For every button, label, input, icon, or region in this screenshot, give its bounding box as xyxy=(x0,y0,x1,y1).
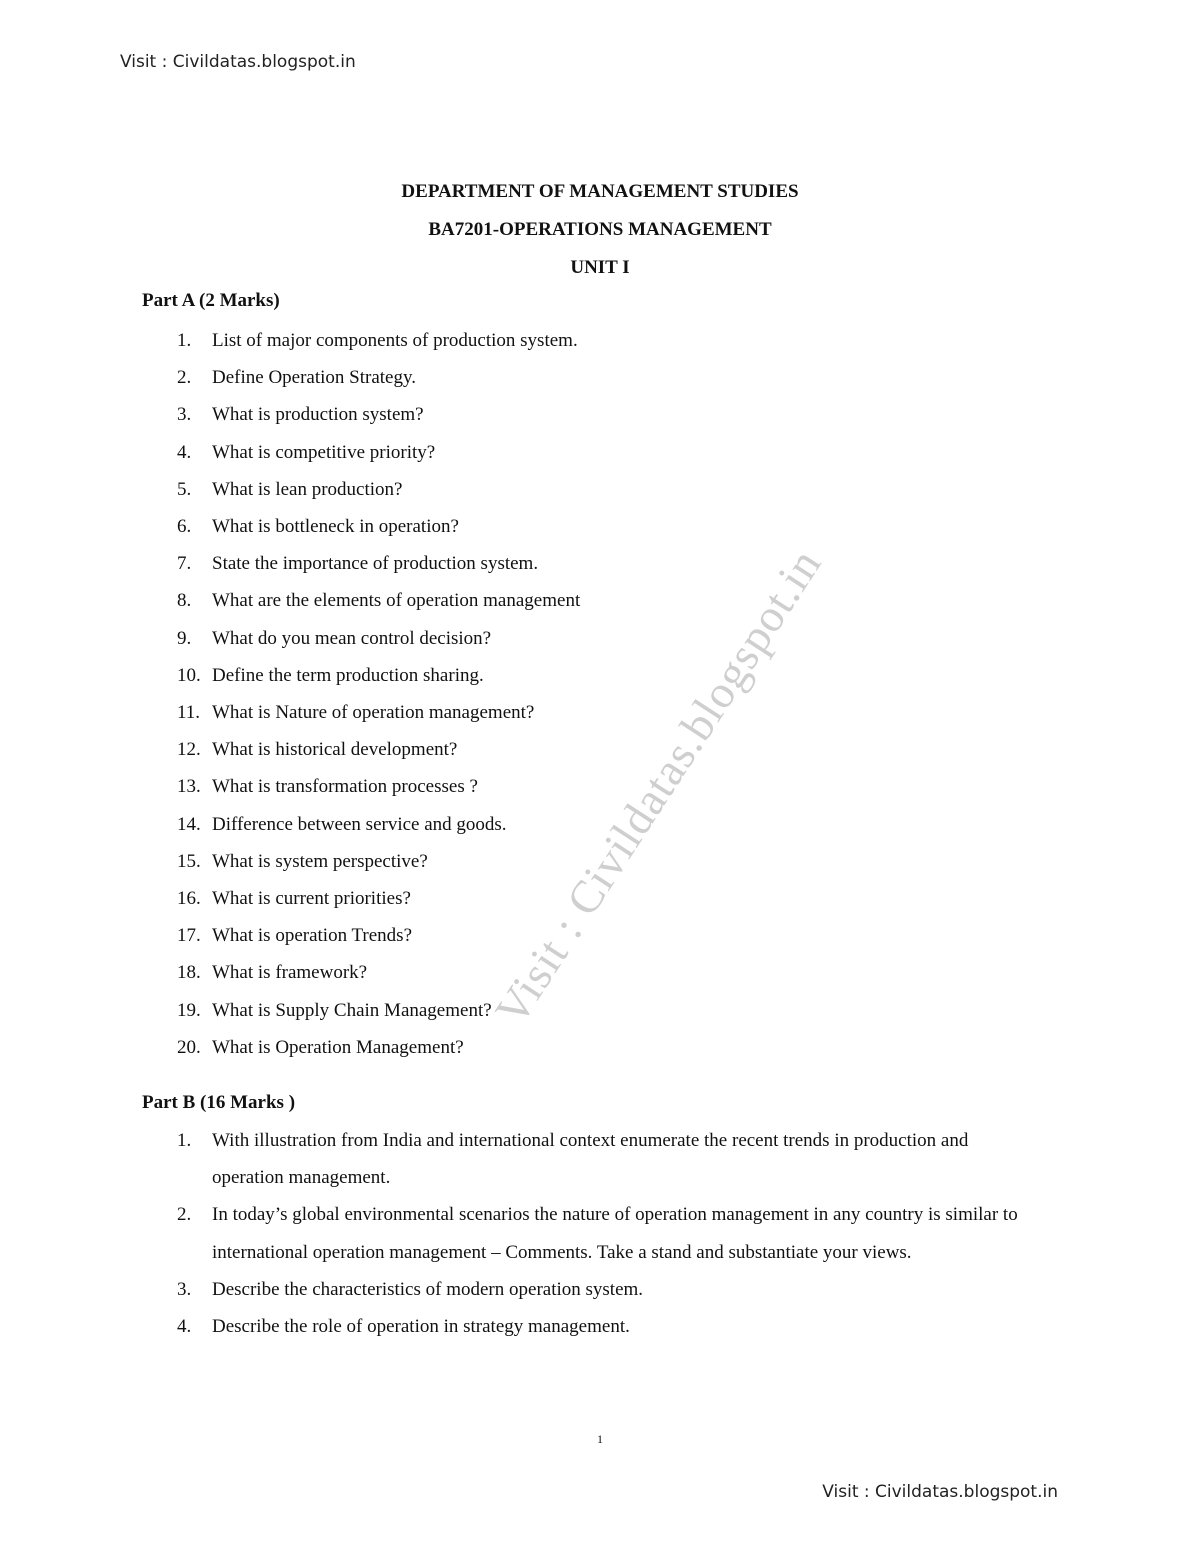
question-text: What do you mean control decision? xyxy=(212,627,492,649)
question-item xyxy=(142,992,1042,1029)
question-number: 2. xyxy=(177,367,192,389)
question-number: 3. xyxy=(177,1278,192,1300)
title-block xyxy=(0,178,1200,292)
question-item xyxy=(142,396,1042,433)
question-item xyxy=(142,620,1042,657)
question-item xyxy=(142,657,1042,694)
question-number: 4. xyxy=(177,1316,192,1338)
question-item xyxy=(142,1122,1042,1196)
department-title: DEPARTMENT OF MANAGEMENT STUDIES xyxy=(401,181,799,202)
question-number: 14. xyxy=(177,813,201,835)
question-text: Difference between service and goods. xyxy=(212,813,507,835)
question-text: What is Nature of operation management? xyxy=(212,702,535,724)
question-text: What is competitive priority? xyxy=(212,441,436,463)
part-a-question-list xyxy=(142,322,1042,1066)
question-item xyxy=(142,806,1042,843)
question-item xyxy=(142,508,1042,545)
part-b-question-list xyxy=(142,1122,1042,1345)
question-number: 7. xyxy=(177,553,192,575)
question-text: What is bottleneck in operation? xyxy=(212,516,459,538)
question-number: 13. xyxy=(177,776,201,798)
question-item xyxy=(142,1271,1042,1308)
question-item xyxy=(142,768,1042,805)
question-number: 18. xyxy=(177,962,201,984)
question-text: What is lean production? xyxy=(212,478,403,500)
question-text: What is system perspective? xyxy=(212,850,428,872)
question-item xyxy=(142,843,1042,880)
page-number: 1 xyxy=(597,1432,603,1446)
question-text: What is current priorities? xyxy=(212,888,411,910)
question-text: What are the elements of operation management xyxy=(212,590,581,612)
question-number: 1. xyxy=(177,330,192,351)
question-text: What is historical development? xyxy=(212,739,458,761)
question-item xyxy=(142,880,1042,917)
question-item xyxy=(142,471,1042,508)
header-note: Visit : Civildatas.blogspot.in xyxy=(120,52,356,72)
question-number: 5. xyxy=(177,478,192,500)
question-number: 9. xyxy=(177,627,192,649)
question-number: 8. xyxy=(177,590,192,612)
question-item xyxy=(142,582,1042,619)
question-text: With illustration from India and international context enumerate the recent trends in production and operation management. xyxy=(212,1130,969,1189)
question-item xyxy=(142,322,1042,359)
question-item xyxy=(142,917,1042,954)
question-item xyxy=(142,1196,1042,1270)
question-item xyxy=(142,1029,1042,1066)
question-text: What is production system? xyxy=(212,404,424,426)
part-b-heading: Part B (16 Marks ) xyxy=(142,1092,296,1113)
question-text: What is Operation Management? xyxy=(212,1036,464,1058)
question-text: What is Supply Chain Management? xyxy=(212,999,492,1021)
question-text: What is framework? xyxy=(212,962,368,984)
question-number: 4. xyxy=(177,441,192,463)
question-number: 12. xyxy=(177,739,201,761)
question-text: In today’s global environmental scenarios the nature of operation management in any country is similar to international operation management – Comments. Take a stand and substantiate your views. xyxy=(212,1204,1018,1263)
question-text: List of major components of production system. xyxy=(212,330,578,351)
question-text: State the importance of production system. xyxy=(212,553,539,575)
question-number: 11. xyxy=(177,702,201,724)
question-item xyxy=(142,1308,1042,1345)
question-number: 1. xyxy=(177,1130,192,1151)
question-item xyxy=(142,731,1042,768)
footer-note: Visit : Civildatas.blogspot.in xyxy=(822,1482,1058,1502)
watermark: Visit : Civildatas.blogspot.in xyxy=(485,539,832,1034)
question-item xyxy=(142,694,1042,731)
part-a-heading: Part A (2 Marks) xyxy=(142,290,280,311)
unit-title: UNIT I xyxy=(570,257,630,278)
question-item xyxy=(142,954,1042,991)
question-text: Define Operation Strategy. xyxy=(212,367,416,389)
question-number: 6. xyxy=(177,516,192,538)
question-number: 16. xyxy=(177,888,201,910)
question-text: What is transformation processes ? xyxy=(212,776,478,798)
question-text: Describe the characteristics of modern operation system. xyxy=(212,1278,644,1300)
question-number: 2. xyxy=(177,1204,192,1226)
question-number: 15. xyxy=(177,850,201,872)
question-text: Describe the role of operation in strategy management. xyxy=(212,1316,630,1338)
question-item xyxy=(142,545,1042,582)
question-item xyxy=(142,359,1042,396)
course-title: BA7201-OPERATIONS MANAGEMENT xyxy=(428,219,772,240)
question-item xyxy=(142,434,1042,471)
question-text: Define the term production sharing. xyxy=(212,664,484,686)
question-number: 20. xyxy=(177,1036,201,1058)
question-text: What is operation Trends? xyxy=(212,925,413,947)
question-number: 3. xyxy=(177,404,192,426)
question-number: 17. xyxy=(177,925,201,947)
question-number: 10. xyxy=(177,664,201,686)
question-number: 19. xyxy=(177,999,201,1021)
